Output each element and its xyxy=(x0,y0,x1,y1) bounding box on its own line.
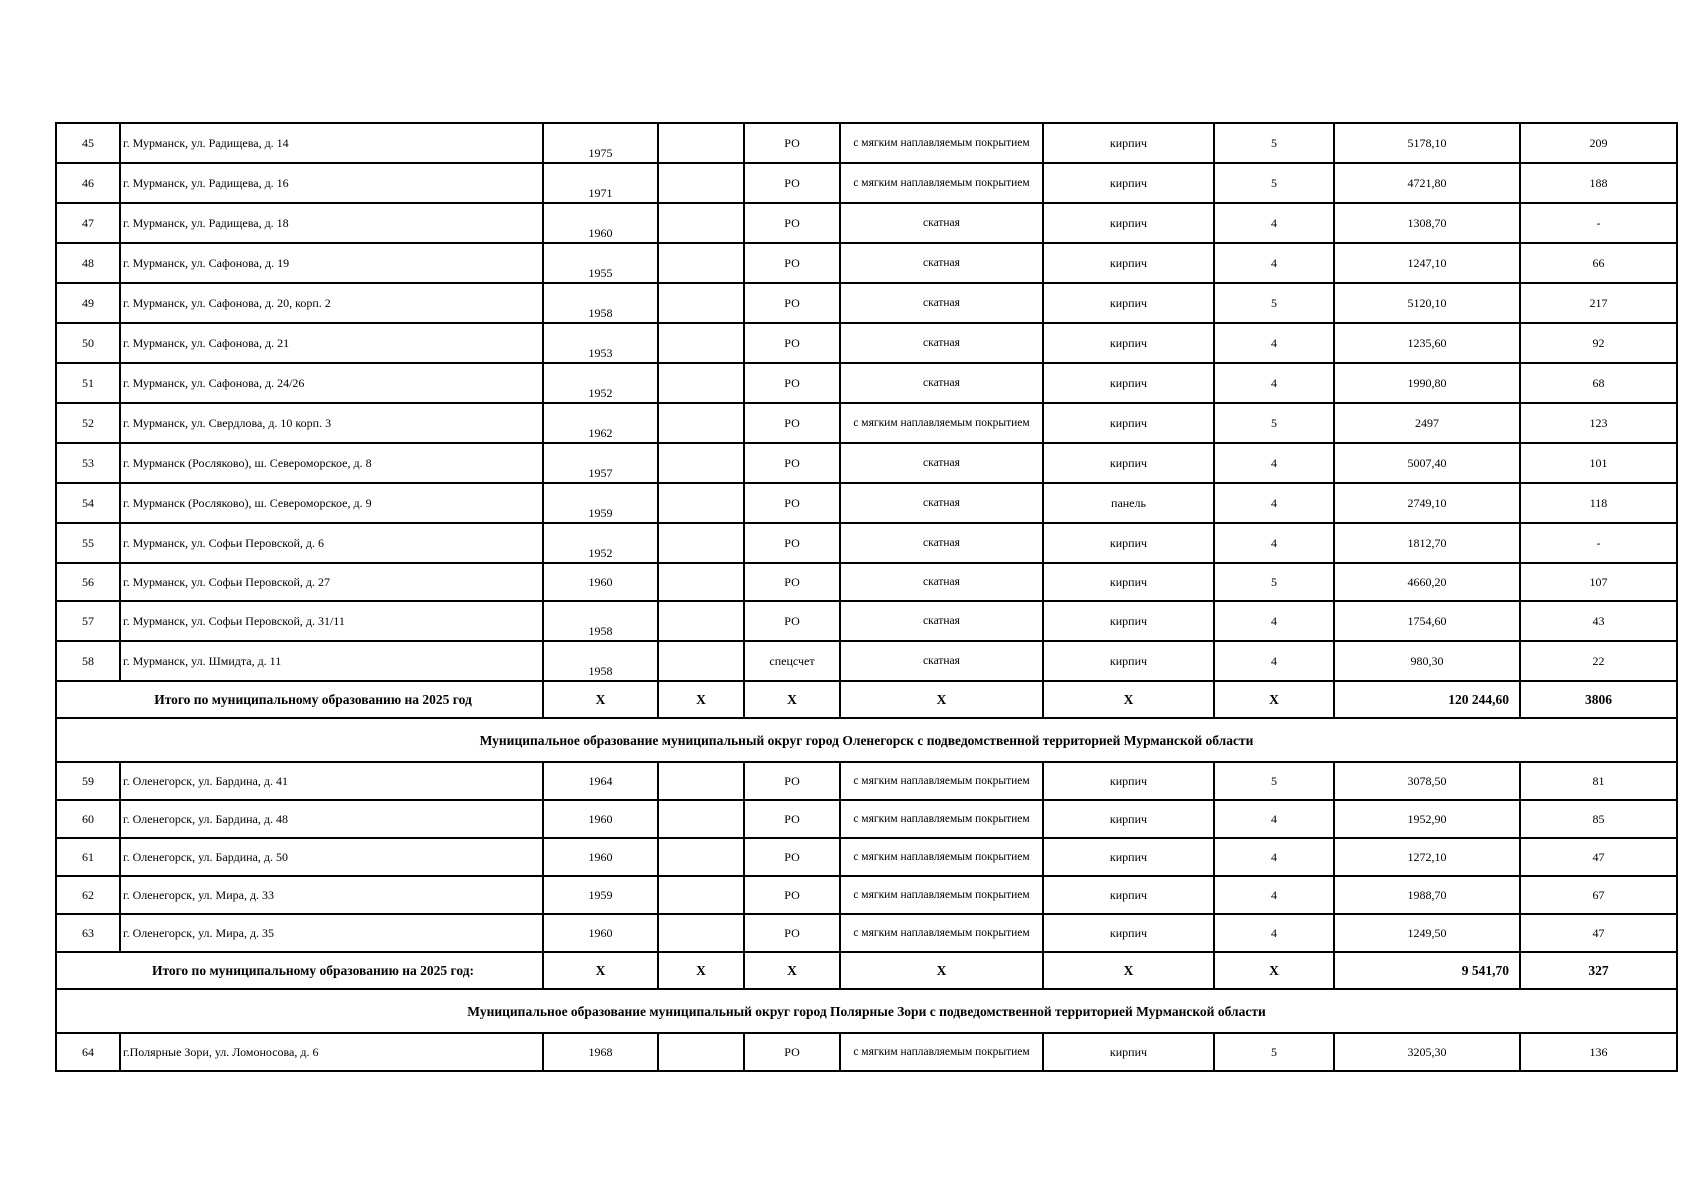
table-row xyxy=(56,800,1677,838)
residents-cell: 22 xyxy=(1520,641,1677,681)
empty-cell xyxy=(658,800,744,838)
olenegorsk-rows xyxy=(56,762,1677,952)
roof-type-cell: с мягким наплавляемым покрытием xyxy=(840,762,1043,800)
address-cell: г. Мурманск (Росляково), ш. Североморское, д. 8 xyxy=(120,443,543,483)
area-cell: 1247,10 xyxy=(1334,243,1520,283)
section-header-row xyxy=(56,718,1677,762)
wall-material-cell: кирпич xyxy=(1043,203,1214,243)
residents-cell: 47 xyxy=(1520,838,1677,876)
fund-method-cell: РО xyxy=(744,483,840,523)
residents-cell: 66 xyxy=(1520,243,1677,283)
residents-cell: 136 xyxy=(1520,1033,1677,1071)
roof-type-cell: с мягким наплавляемым покрытием xyxy=(840,123,1043,163)
residents-cell: - xyxy=(1520,203,1677,243)
row-number-cell: 60 xyxy=(56,800,120,838)
residents-cell: 43 xyxy=(1520,601,1677,641)
year-cell: 1960 xyxy=(543,838,658,876)
total-x-cell: X xyxy=(840,681,1043,718)
floors-cell: 4 xyxy=(1214,641,1334,681)
floors-cell: 4 xyxy=(1214,523,1334,563)
year-cell: 1957 xyxy=(543,443,658,483)
address-cell: г. Мурманск, ул. Радищева, д. 18 xyxy=(120,203,543,243)
table-row xyxy=(56,876,1677,914)
address-cell: г. Мурманск, ул. Софьи Перовской, д. 31/11 xyxy=(120,601,543,641)
floors-cell: 4 xyxy=(1214,914,1334,952)
address-cell: г. Оленегорск, ул. Мира, д. 35 xyxy=(120,914,543,952)
area-cell: 1235,60 xyxy=(1334,323,1520,363)
area-cell: 5178,10 xyxy=(1334,123,1520,163)
residents-cell: 85 xyxy=(1520,800,1677,838)
wall-material-cell: кирпич xyxy=(1043,123,1214,163)
area-cell: 2497 xyxy=(1334,403,1520,443)
area-cell: 1990,80 xyxy=(1334,363,1520,403)
total-murmansk xyxy=(56,681,1677,762)
row-number-cell: 50 xyxy=(56,323,120,363)
year-cell: 1968 xyxy=(543,1033,658,1071)
area-cell: 1988,70 xyxy=(1334,876,1520,914)
table-row xyxy=(56,443,1677,483)
total-x-cell: X xyxy=(840,952,1043,989)
residents-cell: 188 xyxy=(1520,163,1677,203)
table-row xyxy=(56,403,1677,443)
roof-type-cell: скатная xyxy=(840,203,1043,243)
residents-cell: 81 xyxy=(1520,762,1677,800)
roof-type-cell: с мягким наплавляемым покрытием xyxy=(840,163,1043,203)
table-row xyxy=(56,243,1677,283)
residents-cell: 209 xyxy=(1520,123,1677,163)
wall-material-cell: кирпич xyxy=(1043,1033,1214,1071)
table-row xyxy=(56,1033,1677,1071)
fund-method-cell: РО xyxy=(744,876,840,914)
row-number-cell: 48 xyxy=(56,243,120,283)
fund-method-cell: РО xyxy=(744,443,840,483)
wall-material-cell: кирпич xyxy=(1043,283,1214,323)
year-cell: 1955 xyxy=(543,243,658,283)
wall-material-cell: кирпич xyxy=(1043,403,1214,443)
floors-cell: 4 xyxy=(1214,483,1334,523)
empty-cell xyxy=(658,641,744,681)
empty-cell xyxy=(658,403,744,443)
empty-cell xyxy=(658,283,744,323)
empty-cell xyxy=(658,443,744,483)
roof-type-cell: скатная xyxy=(840,483,1043,523)
murmansk-rows xyxy=(56,123,1677,681)
total-x-cell: X xyxy=(1214,681,1334,718)
address-cell: г. Мурманск, ул. Сафонова, д. 20, корп. 2 xyxy=(120,283,543,323)
wall-material-cell: кирпич xyxy=(1043,363,1214,403)
fund-method-cell: спецсчет xyxy=(744,641,840,681)
year-cell: 1952 xyxy=(543,363,658,403)
total-label: Итого по муниципальному образованию на 2025 год xyxy=(56,681,543,718)
empty-cell xyxy=(658,203,744,243)
residents-cell: - xyxy=(1520,523,1677,563)
address-cell: г. Мурманск, ул. Сафонова, д. 19 xyxy=(120,243,543,283)
floors-cell: 4 xyxy=(1214,443,1334,483)
year-cell: 1962 xyxy=(543,403,658,443)
year-cell: 1959 xyxy=(543,876,658,914)
total-area: 9 541,70 xyxy=(1334,952,1520,989)
fund-method-cell: РО xyxy=(744,523,840,563)
total-olenegorsk xyxy=(56,952,1677,1033)
address-cell: г. Мурманск, ул. Радищева, д. 16 xyxy=(120,163,543,203)
year-cell: 1975 xyxy=(543,123,658,163)
total-count: 327 xyxy=(1520,952,1677,989)
row-number-cell: 51 xyxy=(56,363,120,403)
row-number-cell: 54 xyxy=(56,483,120,523)
year-cell: 1964 xyxy=(543,762,658,800)
row-number-cell: 52 xyxy=(56,403,120,443)
year-cell: 1958 xyxy=(543,641,658,681)
total-x-cell: X xyxy=(658,952,744,989)
row-number-cell: 59 xyxy=(56,762,120,800)
wall-material-cell: кирпич xyxy=(1043,243,1214,283)
roof-type-cell: скатная xyxy=(840,523,1043,563)
year-cell: 1960 xyxy=(543,914,658,952)
address-cell: г. Мурманск (Росляково), ш. Североморское, д. 9 xyxy=(120,483,543,523)
address-cell: г. Мурманск, ул. Шмидта, д. 11 xyxy=(120,641,543,681)
floors-cell: 5 xyxy=(1214,563,1334,601)
fund-method-cell: РО xyxy=(744,800,840,838)
floors-cell: 4 xyxy=(1214,601,1334,641)
row-number-cell: 49 xyxy=(56,283,120,323)
fund-method-cell: РО xyxy=(744,601,840,641)
year-cell: 1952 xyxy=(543,523,658,563)
table-row xyxy=(56,762,1677,800)
floors-cell: 5 xyxy=(1214,403,1334,443)
address-cell: г. Мурманск, ул. Сафонова, д. 21 xyxy=(120,323,543,363)
floors-cell: 5 xyxy=(1214,283,1334,323)
floors-cell: 4 xyxy=(1214,323,1334,363)
roof-type-cell: с мягким наплавляемым покрытием xyxy=(840,838,1043,876)
area-cell: 5120,10 xyxy=(1334,283,1520,323)
area-cell: 3205,30 xyxy=(1334,1033,1520,1071)
roof-type-cell: скатная xyxy=(840,363,1043,403)
wall-material-cell: кирпич xyxy=(1043,323,1214,363)
empty-cell xyxy=(658,762,744,800)
table-row xyxy=(56,203,1677,243)
empty-cell xyxy=(658,563,744,601)
total-x-cell: X xyxy=(1043,952,1214,989)
total-count: 3806 xyxy=(1520,681,1677,718)
wall-material-cell: кирпич xyxy=(1043,838,1214,876)
floors-cell: 5 xyxy=(1214,163,1334,203)
year-cell: 1960 xyxy=(543,203,658,243)
empty-cell xyxy=(658,123,744,163)
table-row xyxy=(56,363,1677,403)
empty-cell xyxy=(658,363,744,403)
empty-cell xyxy=(658,601,744,641)
floors-cell: 4 xyxy=(1214,203,1334,243)
table-row xyxy=(56,914,1677,952)
area-cell: 4660,20 xyxy=(1334,563,1520,601)
year-cell: 1960 xyxy=(543,563,658,601)
floors-cell: 5 xyxy=(1214,123,1334,163)
floors-cell: 4 xyxy=(1214,800,1334,838)
fund-method-cell: РО xyxy=(744,203,840,243)
wall-material-cell: кирпич xyxy=(1043,914,1214,952)
floors-cell: 4 xyxy=(1214,838,1334,876)
area-cell: 1952,90 xyxy=(1334,800,1520,838)
area-cell: 1249,50 xyxy=(1334,914,1520,952)
area-cell: 5007,40 xyxy=(1334,443,1520,483)
row-number-cell: 55 xyxy=(56,523,120,563)
table-row xyxy=(56,641,1677,681)
section-header-olenegorsk: Муниципальное образование муниципальный округ город Оленегорск с подведомственной территорией Мурманской области xyxy=(56,718,1677,762)
area-cell: 4721,80 xyxy=(1334,163,1520,203)
floors-cell: 5 xyxy=(1214,762,1334,800)
total-x-cell: X xyxy=(1214,952,1334,989)
fund-method-cell: РО xyxy=(744,123,840,163)
area-cell: 1308,70 xyxy=(1334,203,1520,243)
total-area: 120 244,60 xyxy=(1334,681,1520,718)
empty-cell xyxy=(658,876,744,914)
empty-cell xyxy=(658,914,744,952)
wall-material-cell: кирпич xyxy=(1043,563,1214,601)
address-cell: г.Полярные Зори, ул. Ломоносова, д. 6 xyxy=(120,1033,543,1071)
address-cell: г. Мурманск, ул. Софьи Перовской, д. 6 xyxy=(120,523,543,563)
table-row xyxy=(56,163,1677,203)
floors-cell: 4 xyxy=(1214,363,1334,403)
fund-method-cell: РО xyxy=(744,163,840,203)
address-cell: г. Мурманск, ул. Сафонова, д. 24/26 xyxy=(120,363,543,403)
empty-cell xyxy=(658,163,744,203)
wall-material-cell: кирпич xyxy=(1043,523,1214,563)
area-cell: 3078,50 xyxy=(1334,762,1520,800)
address-cell: г. Мурманск, ул. Софьи Перовской, д. 27 xyxy=(120,563,543,601)
empty-cell xyxy=(658,1033,744,1071)
residents-cell: 118 xyxy=(1520,483,1677,523)
empty-cell xyxy=(658,483,744,523)
wall-material-cell: кирпич xyxy=(1043,601,1214,641)
fund-method-cell: РО xyxy=(744,838,840,876)
address-cell: г. Оленегорск, ул. Бардина, д. 50 xyxy=(120,838,543,876)
section-header-polyarnye-zori: Муниципальное образование муниципальный округ город Полярные Зори с подведомственной территорией Мурманской области xyxy=(56,989,1677,1033)
total-row xyxy=(56,681,1677,718)
residents-cell: 101 xyxy=(1520,443,1677,483)
row-number-cell: 47 xyxy=(56,203,120,243)
total-x-cell: X xyxy=(658,681,744,718)
wall-material-cell: кирпич xyxy=(1043,163,1214,203)
wall-material-cell: панель xyxy=(1043,483,1214,523)
row-number-cell: 57 xyxy=(56,601,120,641)
roof-type-cell: с мягким наплавляемым покрытием xyxy=(840,914,1043,952)
year-cell: 1958 xyxy=(543,283,658,323)
roof-type-cell: скатная xyxy=(840,563,1043,601)
empty-cell xyxy=(658,243,744,283)
fund-method-cell: РО xyxy=(744,283,840,323)
year-cell: 1971 xyxy=(543,163,658,203)
roof-type-cell: с мягким наплавляемым покрытием xyxy=(840,876,1043,914)
roof-type-cell: с мягким наплавляемым покрытием xyxy=(840,403,1043,443)
roof-type-cell: с мягким наплавляемым покрытием xyxy=(840,1033,1043,1071)
area-cell: 2749,10 xyxy=(1334,483,1520,523)
roof-type-cell: скатная xyxy=(840,641,1043,681)
year-cell: 1960 xyxy=(543,800,658,838)
fund-method-cell: РО xyxy=(744,403,840,443)
row-number-cell: 58 xyxy=(56,641,120,681)
row-number-cell: 46 xyxy=(56,163,120,203)
address-cell: г. Мурманск, ул. Радищева, д. 14 xyxy=(120,123,543,163)
wall-material-cell: кирпич xyxy=(1043,443,1214,483)
table-row xyxy=(56,283,1677,323)
residents-cell: 67 xyxy=(1520,876,1677,914)
residents-cell: 217 xyxy=(1520,283,1677,323)
area-cell: 980,30 xyxy=(1334,641,1520,681)
total-row xyxy=(56,952,1677,989)
year-cell: 1958 xyxy=(543,601,658,641)
row-number-cell: 62 xyxy=(56,876,120,914)
roof-type-cell: скатная xyxy=(840,443,1043,483)
roof-type-cell: скатная xyxy=(840,601,1043,641)
table-row xyxy=(56,601,1677,641)
address-cell: г. Оленегорск, ул. Бардина, д. 48 xyxy=(120,800,543,838)
residents-cell: 68 xyxy=(1520,363,1677,403)
empty-cell xyxy=(658,323,744,363)
wall-material-cell: кирпич xyxy=(1043,641,1214,681)
table-row xyxy=(56,523,1677,563)
empty-cell xyxy=(658,523,744,563)
year-cell: 1953 xyxy=(543,323,658,363)
floors-cell: 5 xyxy=(1214,1033,1334,1071)
fund-method-cell: РО xyxy=(744,762,840,800)
area-cell: 1272,10 xyxy=(1334,838,1520,876)
total-x-cell: X xyxy=(543,952,658,989)
fund-method-cell: РО xyxy=(744,563,840,601)
table-row xyxy=(56,838,1677,876)
area-cell: 1812,70 xyxy=(1334,523,1520,563)
empty-cell xyxy=(658,838,744,876)
fund-method-cell: РО xyxy=(744,243,840,283)
table-row xyxy=(56,123,1677,163)
row-number-cell: 61 xyxy=(56,838,120,876)
total-x-cell: X xyxy=(543,681,658,718)
row-number-cell: 45 xyxy=(56,123,120,163)
fund-method-cell: РО xyxy=(744,1033,840,1071)
table-row xyxy=(56,483,1677,523)
address-cell: г. Мурманск, ул. Свердлова, д. 10 корп. 3 xyxy=(120,403,543,443)
section-header-row xyxy=(56,989,1677,1033)
address-cell: г. Оленегорск, ул. Бардина, д. 41 xyxy=(120,762,543,800)
roof-type-cell: с мягким наплавляемым покрытием xyxy=(840,800,1043,838)
floors-cell: 4 xyxy=(1214,243,1334,283)
residents-cell: 47 xyxy=(1520,914,1677,952)
wall-material-cell: кирпич xyxy=(1043,762,1214,800)
table-row xyxy=(56,563,1677,601)
address-cell: г. Оленегорск, ул. Мира, д. 33 xyxy=(120,876,543,914)
residents-cell: 123 xyxy=(1520,403,1677,443)
total-x-cell: X xyxy=(1043,681,1214,718)
roof-type-cell: скатная xyxy=(840,243,1043,283)
total-x-cell: X xyxy=(744,681,840,718)
housing-register-table xyxy=(55,122,1678,1072)
roof-type-cell: скатная xyxy=(840,283,1043,323)
residents-cell: 92 xyxy=(1520,323,1677,363)
area-cell: 1754,60 xyxy=(1334,601,1520,641)
year-cell: 1959 xyxy=(543,483,658,523)
row-number-cell: 56 xyxy=(56,563,120,601)
wall-material-cell: кирпич xyxy=(1043,800,1214,838)
residents-cell: 107 xyxy=(1520,563,1677,601)
floors-cell: 4 xyxy=(1214,876,1334,914)
row-number-cell: 53 xyxy=(56,443,120,483)
row-number-cell: 63 xyxy=(56,914,120,952)
roof-type-cell: скатная xyxy=(840,323,1043,363)
fund-method-cell: РО xyxy=(744,323,840,363)
wall-material-cell: кирпич xyxy=(1043,876,1214,914)
total-label: Итого по муниципальному образованию на 2025 год: xyxy=(56,952,543,989)
fund-method-cell: РО xyxy=(744,914,840,952)
table-row xyxy=(56,323,1677,363)
total-x-cell: X xyxy=(744,952,840,989)
row-number-cell: 64 xyxy=(56,1033,120,1071)
polyarnye-zori-rows xyxy=(56,1033,1677,1071)
fund-method-cell: РО xyxy=(744,363,840,403)
